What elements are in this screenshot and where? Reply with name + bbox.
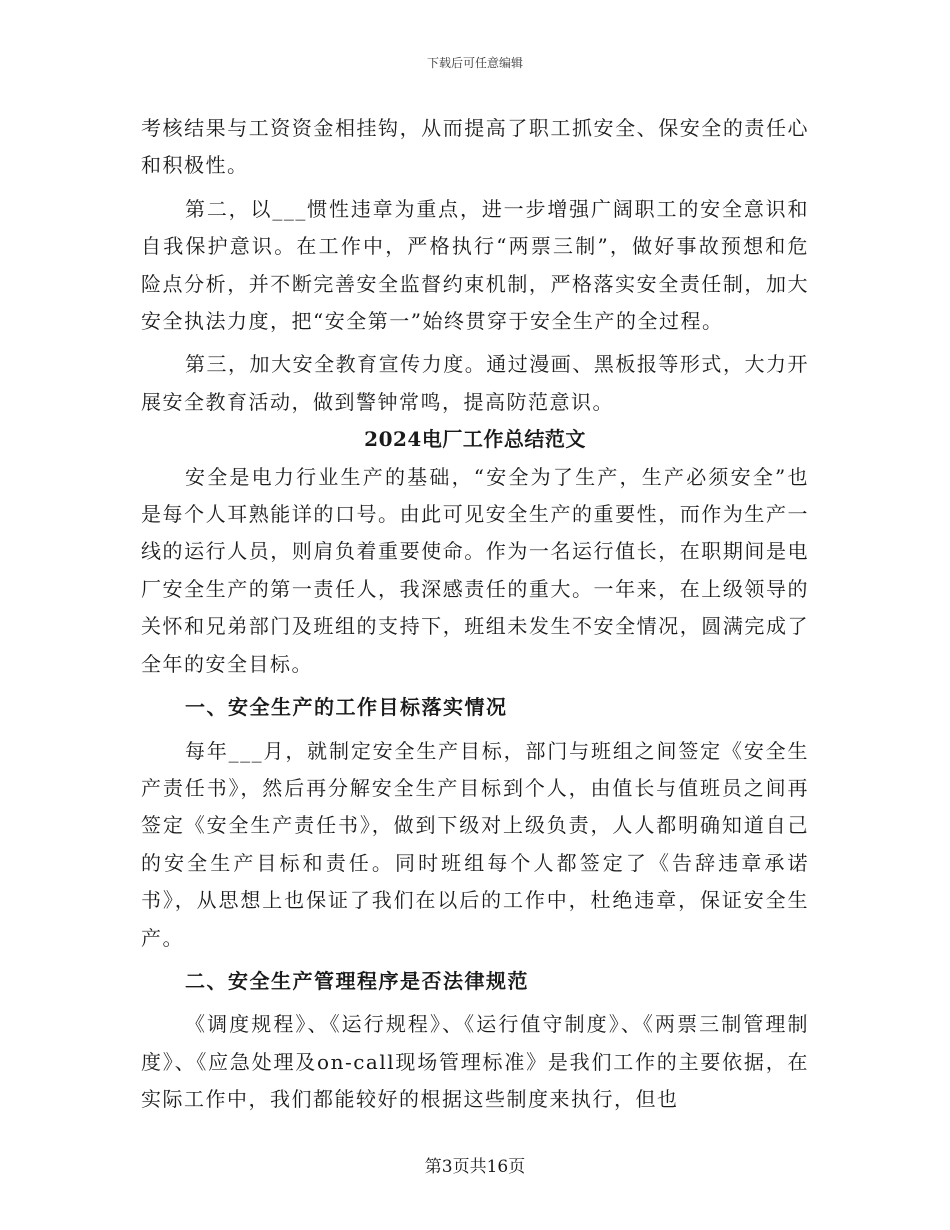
header-note: 下载后可任意编辑	[426, 56, 523, 70]
paragraph-continued: 考核结果与工资资金相挂钩，从而提高了职工抓安全、保安全的责任心和积极性。	[141, 116, 809, 178]
section-heading-2: 二、安全生产管理程序是否法律规范	[185, 968, 529, 993]
document-title: 2024电厂工作总结范文	[364, 427, 586, 452]
paragraph-second: 第二，以___惯性违章为重点，进一步增强广阔职工的安全意识和自我保护意识。在工作中，严格执行“两票三制”，做好事故预想和危险点分析，并不断完善安全监督约束机制，严格落实安全责任制，加大安全执法力度，把“安全第一”始终贯穿于安全生产的全过程。	[141, 196, 809, 334]
page-number: 第3页共16页	[424, 1157, 526, 1177]
paragraph-section-2: 《调度规程》、《运行规程》、《运行值守制度》、《两票三制管理制度》、《应急处理及on-call现场管理标准》是我们工作的主要依据，在实际工作中，我们都能较好的根据这些制度来执行，但也	[141, 1012, 809, 1112]
section-heading-1: 一、安全生产的工作目标落实情况	[185, 695, 508, 720]
document-body	[141, 110, 809, 1119]
paragraph-section-1: 每年___月，就制定安全生产目标，部门与班组之间签定《安全生产责任书》，然后再分解安全生产目标到个人，由值长与值班员之间再签定《安全生产责任书》，做到下级对上级负责，人人都明确知道自己的安全生产目标和责任。同时班组每个人都签定了《告辞违章承诺书》，从思想上也保证了我们在以后的工作中，杜绝违章，保证安全生产。	[141, 738, 809, 950]
paragraph-third: 第三，加大安全教育宣传力度。通过漫画、黑板报等形式，大力开展安全教育活动，做到警钟常鸣，提高防范意识。	[141, 352, 809, 414]
paragraph-intro: 安全是电力行业生产的基础，“安全为了生产，生产必须安全”也是每个人耳熟能详的口号。由此可见安全生产的重要性，而作为生产一线的运行人员，则肩负着重要使命。作为一名运行值长，在职期间是电厂安全生产的第一责任人，我深感责任的重大。一年来，在上级领导的关怀和兄弟部门及班组的支持下，班组未发生不安全情况，圆满完成了全年的安全目标。	[141, 464, 809, 676]
